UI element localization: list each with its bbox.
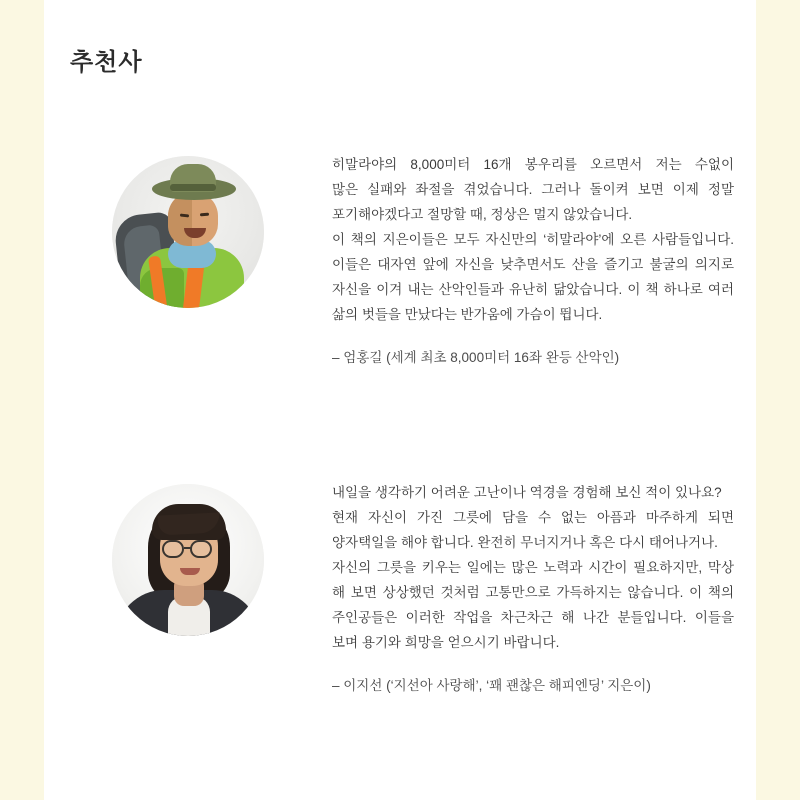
glasses-bridge-shape (184, 547, 192, 549)
eye-right-shape (200, 213, 209, 217)
quote-line: 이들은 대자연 앞에 자신을 낮추면서도 산을 즐기고 불굴의 의지로 (332, 257, 734, 272)
decorative-right-band (756, 0, 800, 800)
quote-line: 해 보면 상상했던 것처럼 고통만으로 가득하지는 않습니다. 이 책의 (332, 585, 734, 600)
quote-line: 삶의 벗들을 만났다는 반가움에 가슴이 뜁니다. (332, 307, 603, 322)
quote-line: 이 책의 지은이들은 모두 자신만의 ‘히말라야’에 오른 사람들입니다. (332, 232, 734, 247)
testimonial-block (44, 480, 756, 697)
avatar-wrapper (44, 152, 332, 308)
content-area (44, 0, 756, 800)
testimonial-block (44, 152, 756, 369)
quote-line: 포기해야겠다고 절망할 때, 정상은 멀지 않았습니다. (332, 207, 633, 222)
portrait-hiker-avatar (112, 156, 264, 308)
quote-line: 많은 실패와 좌절을 겪었습니다. 그러나 돌이켜 보면 이제 정말 (332, 182, 734, 197)
hat-band-shape (170, 184, 216, 191)
quote-line: 주인공들은 이러한 작업을 차근차근 해 나간 분들입니다. 이들을 (332, 610, 734, 625)
glasses-left-lens-shape (162, 540, 184, 558)
attribution: – 이지선 (‘지선아 사랑해’, ‘꽤 괜찮은 해피엔딩’ 지은이) (332, 678, 651, 693)
portrait-woman-avatar (112, 484, 264, 636)
quote-line: 자신을 이겨 내는 산악인들과 유난히 닮았습니다. 이 책 하나로 여러 (332, 282, 734, 297)
decorative-left-band (0, 0, 44, 800)
attribution: – 엄홍길 (세계 최초 8,000미터 16좌 완등 산악인) (332, 350, 620, 365)
quote-body (332, 480, 742, 697)
glasses-right-lens-shape (190, 540, 212, 558)
quote-line: 자신의 그릇을 키우는 일에는 많은 노력과 시간이 필요하지만, 막상 (332, 560, 734, 575)
quote-line: 내일을 생각하기 어려운 고난이나 역경을 경험해 보신 적이 있나요? (332, 485, 722, 500)
quote-line: 현재 자신이 가진 그릇에 담을 수 없는 아픔과 마주하게 되면 (332, 510, 734, 525)
page-title: 추천사 (70, 49, 143, 77)
quote-line: 히말라야의 8,000미터 16개 봉우리를 오르면서 저는 수없이 (332, 157, 734, 172)
quote-line: 양자택일을 해야 합니다. 완전히 무너지거나 혹은 다시 태어나거나. (332, 535, 718, 550)
quote-body (332, 152, 742, 369)
quote-line: 보며 용기와 희망을 얻으시기 바랍니다. (332, 635, 560, 650)
avatar-wrapper (44, 480, 332, 636)
